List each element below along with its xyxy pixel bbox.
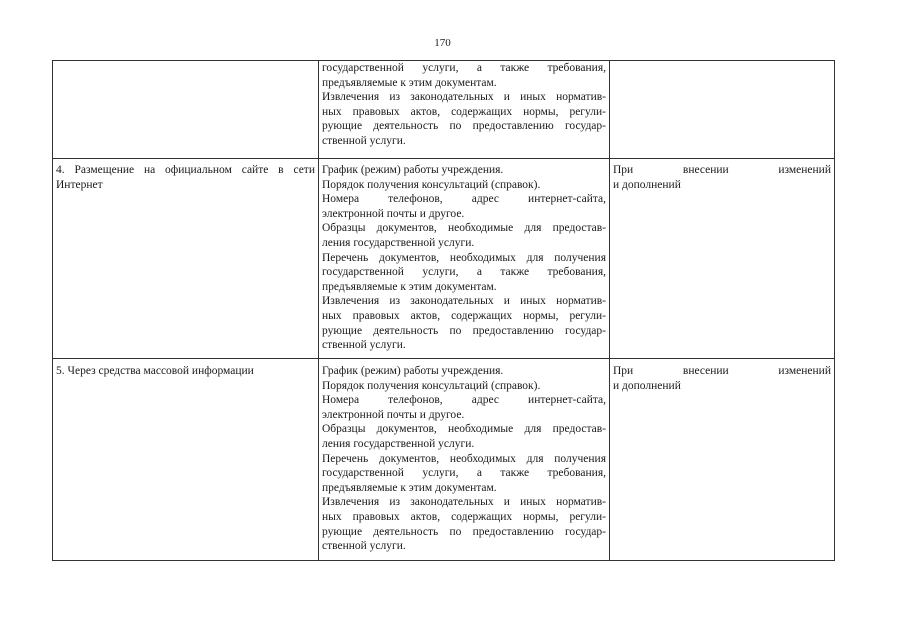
text-line: ления государственной услуги. [322,437,475,450]
cell-content [319,359,610,561]
text-line: Извлечения из законодательных и иных норматив- [322,91,606,104]
text-line: и дополнений [613,379,681,392]
text-line: Интернет [56,178,103,191]
text-line: рующие деятельность по предоставлению государ- [322,120,606,133]
text-line: 4. Размещение на официальном сайте в сети [56,164,315,176]
text-line: рующие деятельность по предоставлению государ- [322,324,606,337]
text-line: График (режим) работы учреждения. [322,164,504,176]
cell-method [53,61,319,159]
text-line: рующие деятельность по предоставлению государ- [322,525,606,538]
text-line: Перечень документов, необходимых для получения [322,452,606,465]
cell-update-schedule [610,61,835,159]
text-line: электронной почты и другое. [322,207,465,220]
text-line: государственной услуги, а также требования, [322,467,606,480]
cell-method [53,359,319,561]
text-line: График (режим) работы учреждения. [322,365,504,377]
text-line: ных правовых актов, содержащих нормы, регули- [322,309,606,322]
text-line: Номера телефонов, адрес интернет-сайта, [322,394,606,407]
text-line: 5. Через средства массовой информации [56,365,254,377]
text-line: электронной почты и другое. [322,408,465,421]
text-line: ственной услуги. [322,540,406,553]
text-line: государственной услуги, а также требования, [322,62,606,74]
cell-method [53,159,319,359]
text-line: и дополнений [613,178,681,191]
text-line: Образцы документов, необходимые для предостав- [322,423,606,436]
table-row [53,61,835,159]
cell-content [319,159,610,359]
text-line: ных правовых актов, содержащих нормы, регули- [322,510,606,523]
text-line: Извлечения из законодательных и иных норматив- [322,496,606,509]
text-line: предъявляемые к этим документам. [322,280,497,293]
table-row [53,359,835,561]
text-line: Номера телефонов, адрес интернет-сайта, [322,193,606,206]
text-line: Порядок получения консультаций (справок). [322,178,541,191]
text-line: Порядок получения консультаций (справок). [322,379,541,392]
table-row [53,159,835,359]
text-line: Извлечения из законодательных и иных норматив- [322,295,606,308]
text-line: государственной услуги, а также требования, [322,266,606,279]
cell-update-schedule [610,359,835,561]
cell-content [319,61,610,159]
text-line: предъявляемые к этим документам. [322,76,497,89]
text-line: Образцы документов, необходимые для предостав- [322,222,606,235]
text-line: ления государственной услуги. [322,236,475,249]
text-line: При внесении изменений [613,365,831,377]
text-line: При внесении изменений [613,164,831,176]
page-number: 170 [434,37,451,49]
info-table [52,60,835,561]
text-line: ных правовых актов, содержащих нормы, регули- [322,105,606,118]
text-line: ственной услуги. [322,134,406,147]
text-line: предъявляемые к этим документам. [322,481,497,494]
text-line: Перечень документов, необходимых для получения [322,251,606,264]
cell-update-schedule [610,159,835,359]
text-line: ственной услуги. [322,339,406,352]
